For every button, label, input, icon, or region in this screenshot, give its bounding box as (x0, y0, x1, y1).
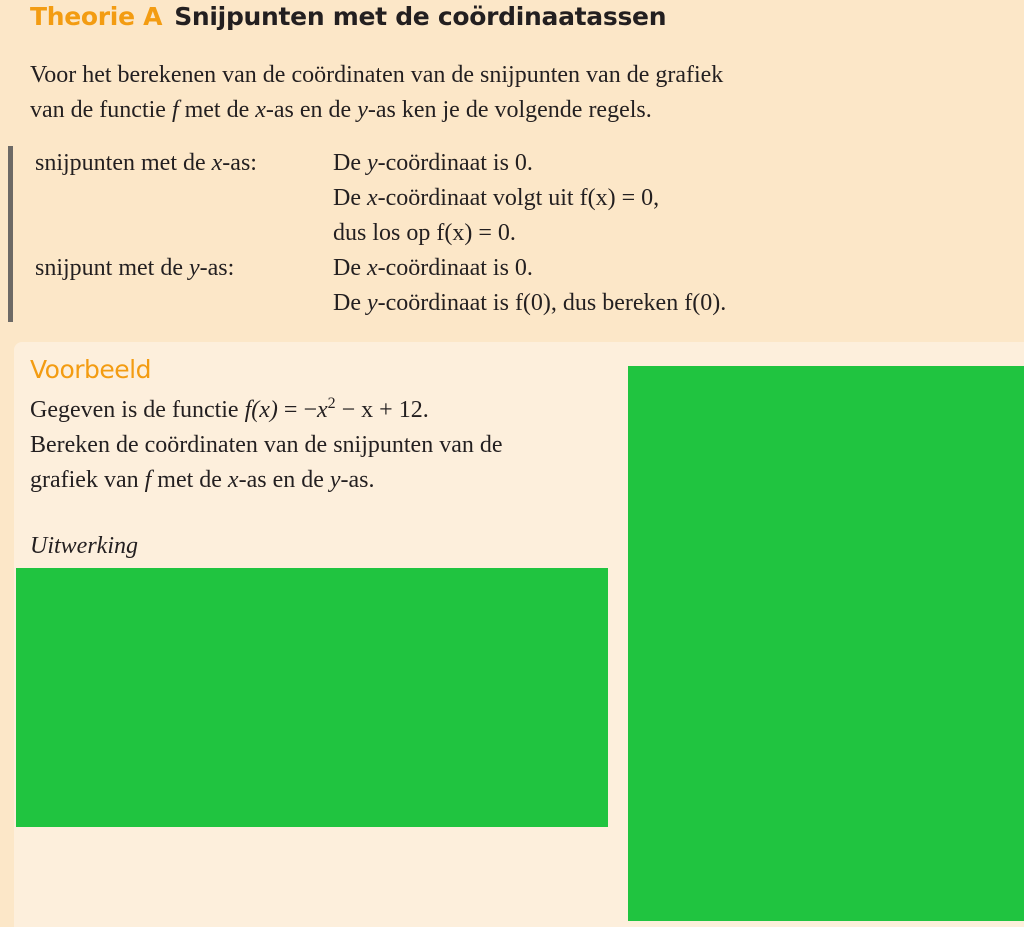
section-label: Theorie A (30, 2, 163, 31)
rule-y-axis-label: snijpunt met de y-as: (35, 255, 235, 281)
section-title: Snijpunten met de coördinaatassen (174, 2, 667, 31)
example-line-1: Gegeven is de functie $f(x) = -x^2 - x + 12$. (30, 395, 429, 423)
example-line-2: Bereken de coördinaten van de snijpunten van de (30, 432, 503, 458)
example-line-3: grafiek van f met de x-as en de y-as. (30, 467, 375, 493)
rule-x-axis-line-1: De y-coördinaat is 0. (333, 150, 533, 176)
rule-x-axis-line-3: dus los op f(x) = 0. (333, 220, 516, 246)
rule-y-axis-line-1: De x-coördinaat is 0. (333, 255, 533, 281)
rule-y-axis-line-2: De y-coördinaat is f(0), dus bereken f(0). (333, 290, 727, 316)
example-body (30, 393, 620, 498)
redaction-block-solution (16, 568, 608, 827)
redaction-block-graph (628, 366, 1024, 921)
rule-x-axis-line-2: De x-coördinaat volgt uit f(x) = 0, (333, 185, 660, 211)
rule-x-axis-label: snijpunten met de x-as: (35, 150, 257, 176)
example-title: Voorbeeld (30, 355, 151, 384)
intro-line-2: van de functie f met de x-as en de y-as ken je de volgende regels. (30, 97, 652, 123)
intro-line-1: Voor het berekenen van de coördinaten van de snijpunten van de grafiek (30, 62, 724, 88)
rules-block (8, 146, 1013, 322)
solution-heading: Uitwerking (30, 533, 138, 559)
section-heading (30, 2, 666, 42)
intro-paragraph (30, 58, 930, 128)
